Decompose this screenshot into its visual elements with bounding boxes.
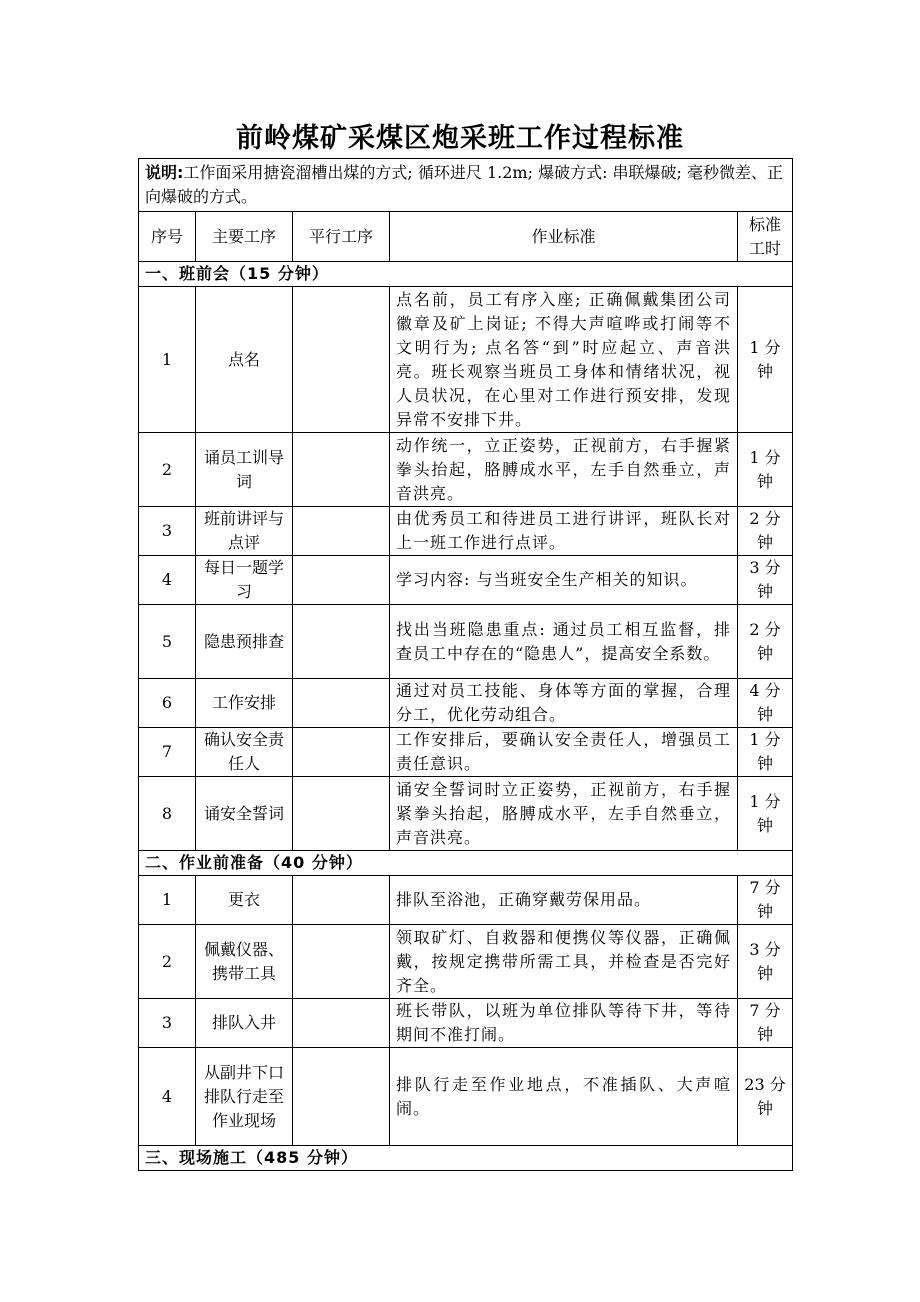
- cell-standard-time: 2 分钟: [738, 507, 793, 556]
- cell-main-process: 更衣: [196, 876, 293, 925]
- cell-parallel-process: [293, 507, 390, 556]
- table-row: [139, 777, 793, 851]
- section-title: 三、现场施工（485 分钟）: [139, 1146, 793, 1171]
- cell-standard-time: 1 分钟: [738, 433, 793, 507]
- table-row: [139, 287, 793, 433]
- cell-seq: 4: [139, 1048, 196, 1146]
- cell-main-process: 诵安全誓词: [196, 777, 293, 851]
- table-row: [139, 433, 793, 507]
- cell-seq: 1: [139, 876, 196, 925]
- cell-parallel-process: [293, 876, 390, 925]
- cell-work-standard: 班长带队，以班为单位排队等待下井，等待期间不准打闹。: [390, 999, 738, 1048]
- cell-seq: 2: [139, 433, 196, 507]
- cell-work-standard: 找出当班隐患重点: 通过员工相互监督，排查员工中存在的“隐患人”，提高安全系数。: [390, 605, 738, 679]
- cell-seq: 8: [139, 777, 196, 851]
- table-row: [139, 605, 793, 679]
- cell-parallel-process: [293, 925, 390, 999]
- cell-standard-time: 2 分钟: [738, 605, 793, 679]
- cell-work-standard: 动作统一，立正姿势，正视前方，右手握紧拳头抬起，胳膊成水平，左手自然垂立，声音洪亮。: [390, 433, 738, 507]
- table-row: [139, 679, 793, 728]
- header-standard-time: 标准工时: [738, 212, 793, 262]
- table-row: [139, 999, 793, 1048]
- cell-standard-time: 3 分钟: [738, 925, 793, 999]
- cell-seq: 3: [139, 507, 196, 556]
- cell-seq: 4: [139, 556, 196, 605]
- cell-standard-time: 23 分钟: [738, 1048, 793, 1146]
- header-row: [139, 212, 793, 262]
- cell-main-process: 确认安全责任人: [196, 728, 293, 777]
- table-row: [139, 1048, 793, 1146]
- cell-work-standard: 学习内容: 与当班安全生产相关的知识。: [390, 556, 738, 605]
- cell-parallel-process: [293, 679, 390, 728]
- section-header-row: [139, 262, 793, 287]
- header-seq: 序号: [139, 212, 196, 262]
- header-work-standard: 作业标准: [390, 212, 738, 262]
- cell-work-standard: 领取矿灯、自救器和便携仪等仪器，正确佩戴，按规定携带所需工具，并检查是否完好齐全。: [390, 925, 738, 999]
- cell-standard-time: 1 分钟: [738, 728, 793, 777]
- cell-work-standard: 由优秀员工和待进员工进行讲评，班队长对上一班工作进行点评。: [390, 507, 738, 556]
- section-title: 一、班前会（15 分钟）: [139, 262, 793, 287]
- cell-seq: 2: [139, 925, 196, 999]
- cell-standard-time: 3 分钟: [738, 556, 793, 605]
- note-text: 工作面采用搪瓷溜槽出煤的方式; 循环进尺 1.2m; 爆破方式: 串联爆破; 毫秒微差、正向爆破的方式。: [145, 163, 784, 206]
- note-cell: [139, 159, 793, 212]
- section-header-row: [139, 1146, 793, 1171]
- cell-seq: 1: [139, 287, 196, 433]
- section-header-row: [139, 851, 793, 876]
- cell-parallel-process: [293, 777, 390, 851]
- cell-main-process: 点名: [196, 287, 293, 433]
- table-row: [139, 876, 793, 925]
- cell-parallel-process: [293, 728, 390, 777]
- table-row: [139, 556, 793, 605]
- section-title: 二、作业前准备（40 分钟）: [139, 851, 793, 876]
- cell-standard-time: 1 分钟: [738, 287, 793, 433]
- note-label: 说明:: [145, 163, 184, 182]
- table-row: [139, 507, 793, 556]
- cell-seq: 6: [139, 679, 196, 728]
- cell-work-standard: 通过对员工技能、身体等方面的掌握，合理分工，优化劳动组合。: [390, 679, 738, 728]
- document-title: 前岭煤矿采煤区炮采班工作过程标准: [236, 123, 684, 154]
- header-parallel-process: 平行工序: [293, 212, 390, 262]
- cell-standard-time: 7 分钟: [738, 876, 793, 925]
- table-row: [139, 728, 793, 777]
- cell-main-process: 班前讲评与点评: [196, 507, 293, 556]
- cell-work-standard: 点名前，员工有序入座; 正确佩戴集团公司徽章及矿上岗证; 不得大声喧哗或打闹等不文明行为; 点名答“到”时应起立、声音洪亮。班长观察当班员工身体和情绪状况，视人员状况，在心里对工作进行预安排，发现异常不安排下井。: [390, 287, 738, 433]
- cell-main-process: 佩戴仪器、携带工具: [196, 925, 293, 999]
- cell-parallel-process: [293, 999, 390, 1048]
- cell-parallel-process: [293, 287, 390, 433]
- cell-main-process: 从副井下口排队行走至作业现场: [196, 1048, 293, 1146]
- cell-standard-time: 7 分钟: [738, 999, 793, 1048]
- cell-work-standard: 诵安全誓词时立正姿势，正视前方，右手握紧拳头抬起，胳膊成水平，左手自然垂立，声音洪亮。: [390, 777, 738, 851]
- cell-seq: 3: [139, 999, 196, 1048]
- cell-work-standard: 排队至浴池，正确穿戴劳保用品。: [390, 876, 738, 925]
- cell-seq: 5: [139, 605, 196, 679]
- cell-parallel-process: [293, 1048, 390, 1146]
- cell-main-process: 每日一题学习: [196, 556, 293, 605]
- cell-main-process: 排队入井: [196, 999, 293, 1048]
- cell-work-standard: 排队行走至作业地点，不准插队、大声喧闹。: [390, 1048, 738, 1146]
- cell-main-process: 工作安排: [196, 679, 293, 728]
- cell-standard-time: 4 分钟: [738, 679, 793, 728]
- sections-body: [139, 262, 793, 1171]
- cell-parallel-process: [293, 605, 390, 679]
- cell-standard-time: 1 分钟: [738, 777, 793, 851]
- header-main-process: 主要工序: [196, 212, 293, 262]
- cell-parallel-process: [293, 433, 390, 507]
- table-row: [139, 925, 793, 999]
- note-row: [139, 159, 793, 212]
- cell-main-process: 诵员工训导词: [196, 433, 293, 507]
- cell-seq: 7: [139, 728, 196, 777]
- cell-parallel-process: [293, 556, 390, 605]
- cell-work-standard: 工作安排后，要确认安全责任人，增强员工责任意识。: [390, 728, 738, 777]
- cell-main-process: 隐患预排查: [196, 605, 293, 679]
- work-process-table: [138, 158, 793, 1171]
